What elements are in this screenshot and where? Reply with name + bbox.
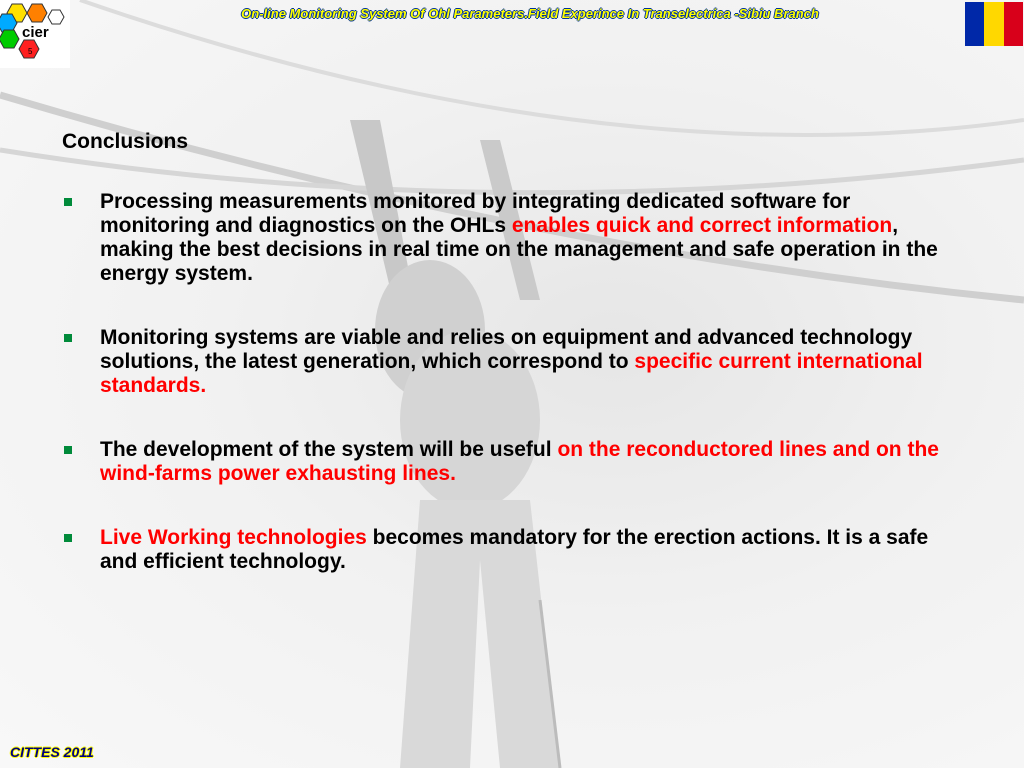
logo-text: cier [22, 24, 49, 41]
bullet-text: Processing measurements monitored by integrating dedicated software for monitoring and diagnostics on the OHLs [100, 190, 851, 237]
conclusions-list [62, 190, 962, 574]
bullet-highlight: specific current international standards. [100, 350, 923, 397]
bullet-item [62, 326, 962, 398]
bullet-item [62, 190, 962, 286]
presentation-title: On-line Monitoring System Of Ohl Parameters.Field Experince In Transelectrica -Sibiu Branch [241, 6, 819, 21]
bullet-item [62, 438, 962, 486]
bullet-highlight: enables quick and correct information [511, 214, 893, 237]
logo-small-text: 5 [28, 47, 33, 56]
section-title: Conclusions [62, 130, 189, 153]
bullet-square-icon [64, 446, 72, 454]
bullet-text: The development of the system will be useful [100, 438, 558, 461]
bullet-text: Monitoring systems are viable and relies on equipment and advanced technology solutions, the latest generation, which correspond to [100, 326, 913, 373]
bullet-item [62, 526, 962, 574]
bullet-square-icon [64, 334, 72, 342]
flag-stripe-yellow [984, 2, 1003, 46]
bullet-square-icon [64, 534, 72, 542]
bullet-square-icon [64, 198, 72, 206]
bullet-text: , making the best decisions in real time on the management and safe operation in the energy system. [100, 214, 938, 285]
cier-logo [0, 0, 70, 68]
romania-flag [965, 2, 1023, 46]
footer-label: CITTES 2011 [10, 744, 94, 760]
bullet-highlight: on the reconductored lines and on the wind-farms power exhausting lines. [100, 438, 939, 485]
flag-stripe-red [1004, 2, 1023, 46]
flag-stripe-blue [965, 2, 984, 46]
bullet-highlight: Live Working technologies [100, 526, 367, 549]
bullet-text: becomes mandatory for the erection actions. It is a safe and efficient technology. [100, 526, 929, 573]
